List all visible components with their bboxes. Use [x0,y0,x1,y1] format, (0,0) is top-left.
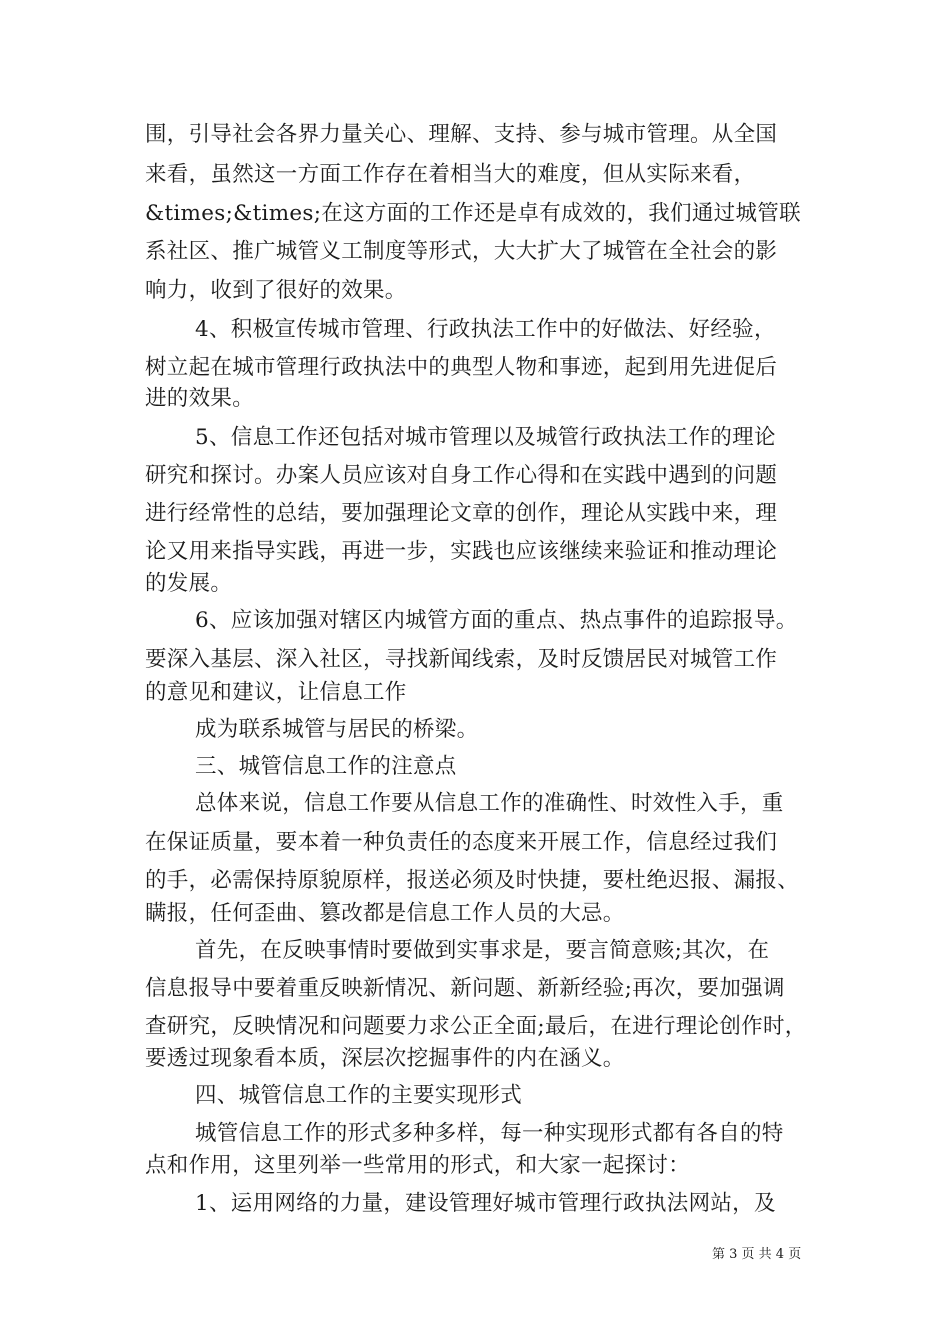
text-line: &times;&times;在这方面的工作还是卓有成效的，我们通过城管联 [145,201,801,226]
text-line: 5、信息工作还包括对城市管理以及城管行政执法工作的理论 [195,425,776,450]
text-line: 响力，收到了很好的效果。 [145,278,407,303]
text-line: 要深入基层、深入社区，寻找新闻线索，及时反馈居民对城管工作 [145,647,778,672]
text-line: 树立起在城市管理行政执法中的典型人物和事迹，起到用先进促后 [145,355,778,380]
text-line: 1、运用网络的力量，建设管理好城市管理行政执法网站，及 [195,1191,776,1216]
text-line: 围，引导社会各界力量关心、理解、支持、参与城市管理。从全国 [145,122,778,147]
section-heading: 四、城管信息工作的主要实现形式 [195,1083,523,1108]
text-line: 系社区、推广城管义工制度等形式，大大扩大了城管在全社会的影 [145,239,778,264]
text-line: 瞒报，任何歪曲、篡改都是信息工作人员的大忌。 [145,901,625,926]
section-heading: 三、城管信息工作的注意点 [195,754,457,779]
text-line: 来看，虽然这一方面工作存在着相当大的难度，但从实际来看， [145,162,756,187]
text-line: 的手，必需保持原貌原样，报送必须及时快捷，要杜绝迟报、漏报、 [145,868,800,893]
text-line: 进行经常性的总结，要加强理论文章的创作，理论从实践中来，理 [145,501,778,526]
text-line: 6、应该加强对辖区内城管方面的重点、热点事件的追踪报导。 [195,608,798,633]
text-line: 4、积极宣传城市管理、行政执法工作中的好做法、好经验， [195,317,776,342]
text-line: 要透过现象看本质，深层次挖掘事件的内在涵义。 [145,1046,625,1071]
text-line: 在保证质量，要本着一种负责任的态度来开展工作，信息经过我们 [145,830,778,855]
text-line: 研究和探讨。办案人员应该对自身工作心得和在实践中遇到的问题 [145,463,778,488]
text-line: 首先，在反映事情时要做到实事求是，要言简意赅;其次，在 [195,938,770,963]
text-line: 成为联系城管与居民的桥梁。 [195,717,479,742]
text-line: 点和作用，这里列举一些常用的形式，和大家一起探讨： [145,1153,691,1178]
text-line: 的发展。 [145,571,233,596]
text-line: 进的效果。 [145,386,255,411]
text-line: 查研究，反映情况和问题要力求公正全面;最后，在进行理论创作时， [145,1014,807,1039]
text-line: 城管信息工作的形式多种多样，每一种实现形式都有各自的特 [195,1121,784,1146]
text-line: 信息报导中要着重反映新情况、新问题、新新经验;再次，要加强调 [145,976,785,1001]
text-line: 总体来说，信息工作要从信息工作的准确性、时效性入手，重 [195,791,784,816]
text-line: 的意见和建议，让信息工作 [145,680,407,705]
text-line: 论又用来指导实践，再进一步，实践也应该继续来验证和推动理论 [145,539,778,564]
page-number-footer: 第 3 页 共 4 页 [712,1247,802,1262]
